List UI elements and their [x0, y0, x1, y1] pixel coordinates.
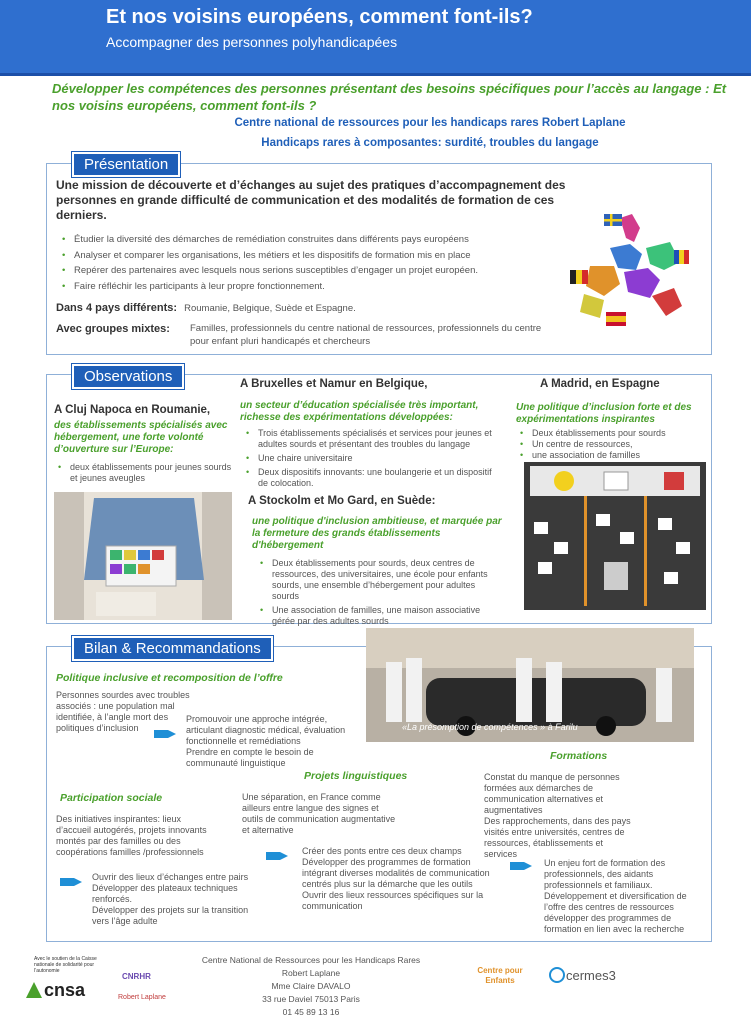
centre-enfants-logo: Centre pour Enfants	[477, 966, 523, 985]
pointing-hand-icon	[264, 848, 290, 864]
poster-title: Et nos voisins européens, comment font-ils?	[106, 6, 533, 28]
groups-value: Familles, professionnels du centre national de ressources, professionnels du centre pour enfant pluri handicapés et chercheurs	[190, 323, 542, 347]
center-subtitle: Handicaps rares à composantes: surdité, troubles du langage	[261, 137, 599, 149]
cnrhr-subtitle: Robert Laplane	[118, 994, 166, 1001]
list-item: • Trois établissements spécialisés et services pour jeunes et adultes sourds et présentant des troubles du langage	[246, 428, 496, 450]
address-line: 01 45 89 13 16	[282, 1007, 340, 1017]
participation-title: Participation sociale	[60, 792, 163, 804]
header-banner	[0, 0, 751, 76]
belgique-sub: un secteur d’éducation spécialisée très important, richesse des expérimentations développées:	[240, 400, 479, 423]
list-item: • Un centre de ressources,	[520, 439, 700, 450]
list-item: • Analyser et comparer les organisations, les métiers et les dispositifs de formation mis en place	[62, 248, 552, 264]
espagne-title: A Madrid, en Espagne	[540, 378, 660, 390]
list-item: • Deux établissements pour sourds	[520, 428, 700, 439]
pictogram-jeans-photo	[54, 492, 232, 620]
list-item: • deux établissements pour jeunes sourds et jeunes aveugles	[58, 462, 238, 484]
list-item: • une association de familles	[520, 450, 700, 461]
cnsa-note: Avec le soutien de la Caisse nationale de solidarité pour l’autonomie	[34, 956, 97, 974]
photo-caption: «La présomption de compétences » à Farilu	[402, 722, 578, 732]
projets-bottom: Créer des ponts entre ces deux champs Développer des programmes de formation intégrant diverses modalités de communication centrés plus sur la démarche que les outils Ouvrir des lieux ressources spécifiques sur la communication	[302, 846, 490, 911]
cermes-logo-icon	[548, 966, 566, 984]
address-line: Robert Laplane	[281, 968, 341, 978]
suede-sub: une politique d'inclusion ambitieuse, et marquée par la fermeture des grands établissements d'hébergement	[252, 516, 502, 551]
pointing-hand-icon	[508, 858, 534, 874]
belgique-bullets	[246, 428, 496, 489]
observations-tab: Observations	[72, 364, 184, 389]
center-title: Centre national de ressources pour les handicaps rares Robert Laplane	[234, 117, 626, 129]
suede-title: A Stockolm et Mo Gard, en Suède:	[248, 495, 436, 507]
formations-top: Constat du manque de personnes formées aux démarches de communication alternatives et augmentatives Des rapprochements, dans des pays visités entre universités, centres de ressources, établissements et services	[484, 772, 631, 859]
participation-bottom: Ouvrir des lieux d’échanges entre pairs Développer des plateaux techniques renforcés. Développer des projets sur la transition vers l’âge adulte	[92, 872, 249, 926]
list-item: • Repérer des partenaires avec lesquels nous serions susceptibles d’engager un projet européen.	[62, 263, 552, 279]
cnrhr-logo: CNRHR	[122, 972, 151, 981]
formations-title: Formations	[550, 750, 608, 762]
list-item: • Étudier la diversité des démarches de remédiation construites dans différents pays européens	[62, 232, 552, 248]
espagne-bullets	[520, 428, 700, 461]
footer-address	[196, 954, 426, 1019]
roumanie-title: A Cluj Napoca en Roumanie,	[54, 404, 211, 416]
address-line: Centre National de Ressources pour les Handicaps Rares	[201, 955, 421, 965]
intro-text: Développer les compétences des personnes présentant des besoins spécifiques pour l’accès au langage : Et nos voisins européens, comment font-ils ?	[52, 81, 727, 113]
list-item: • Faire réfléchir les participants à leur propre fonctionnement.	[62, 279, 552, 295]
pointing-hand-icon	[58, 874, 84, 890]
politique-right: Promouvoir une approche intégrée, articulant diagnostic médical, évaluation fonctionnelle et remédiations Prendre en compte le besoin de communauté linguistique	[186, 714, 346, 768]
list-item: • Deux établissements pour sourds, deux centres de ressources, des universitaires, une école pour enfants sourds, une ensemble d’hébergement pour adultes sourds	[260, 558, 504, 602]
countries-label: Dans 4 pays différents:	[56, 302, 178, 314]
countries-value: Roumanie, Belgique, Suède et Espagne.	[184, 303, 356, 314]
poster-subtitle: Accompagner des personnes polyhandicapées	[106, 34, 398, 50]
cermes-logo: cermes3	[566, 968, 616, 983]
politique-title: Politique inclusive et recomposition de l’offre	[56, 672, 283, 684]
presentation-bullets	[62, 232, 552, 294]
espagne-sub: Une politique d’inclusion forte et des expérimentations inspirantes	[516, 402, 692, 425]
projets-top: Une séparation, en France comme ailleurs entre langue des signes et outils de communication augmentative et alternative	[242, 792, 396, 835]
projets-title: Projets linguistiques	[304, 770, 408, 782]
list-item: • Une association de familles, une maison associative gérée par des adultes sourds	[260, 605, 504, 627]
address-line: Mme Claire DAVALO	[271, 981, 351, 991]
formations-bottom: Un enjeu fort de formation des professionnels, des aidants professionnels et familiaux. Développement et diversification de l’offre des centres de ressources développer des programmes de formation en lien avec la recherche	[544, 858, 687, 934]
roumanie-bullets	[58, 462, 238, 484]
roumanie-sub: des établissements spécialisés avec hébergement, une forte volonté d’ouverture sur l’Europe:	[54, 420, 228, 455]
address-line: 33 rue Daviel 75013 Paris	[262, 994, 360, 1004]
groups-label: Avec groupes mixtes:	[56, 323, 170, 335]
politique-left: Personnes sourdes avec troubles associés : une population mal identifiée, à l’angle mort des politiques d’inclusion	[56, 690, 190, 733]
belgique-title: A Bruxelles et Namur en Belgique,	[240, 378, 428, 390]
pointing-hand-icon	[152, 726, 178, 742]
cnsa-logo: cnsa	[44, 980, 86, 1000]
pictogram-board-photo	[524, 462, 706, 610]
cnsa-logo-mark-icon	[24, 980, 44, 1000]
participation-top: Des initiatives inspirantes: lieux d’accueil autogérés, projets innovants montés par des familles ou des coopérations familles /professionnels	[56, 814, 207, 857]
presentation-tab: Présentation	[72, 152, 180, 177]
countries-row	[56, 302, 356, 314]
list-item: • Une chaire universitaire	[246, 453, 496, 464]
suede-bullets	[260, 558, 504, 627]
europe-map-image	[570, 208, 690, 328]
mission-text: Une mission de découverte et d’échanges au sujet des pratiques d’accompagnement des personnes en grande difficulté de communication et des modalités de formation de ces derniers.	[56, 178, 566, 222]
list-item: • Deux dispositifs innovants: une boulangerie et un dispositif de colocation.	[246, 467, 496, 489]
bilan-tab: Bilan & Recommandations	[72, 636, 273, 661]
